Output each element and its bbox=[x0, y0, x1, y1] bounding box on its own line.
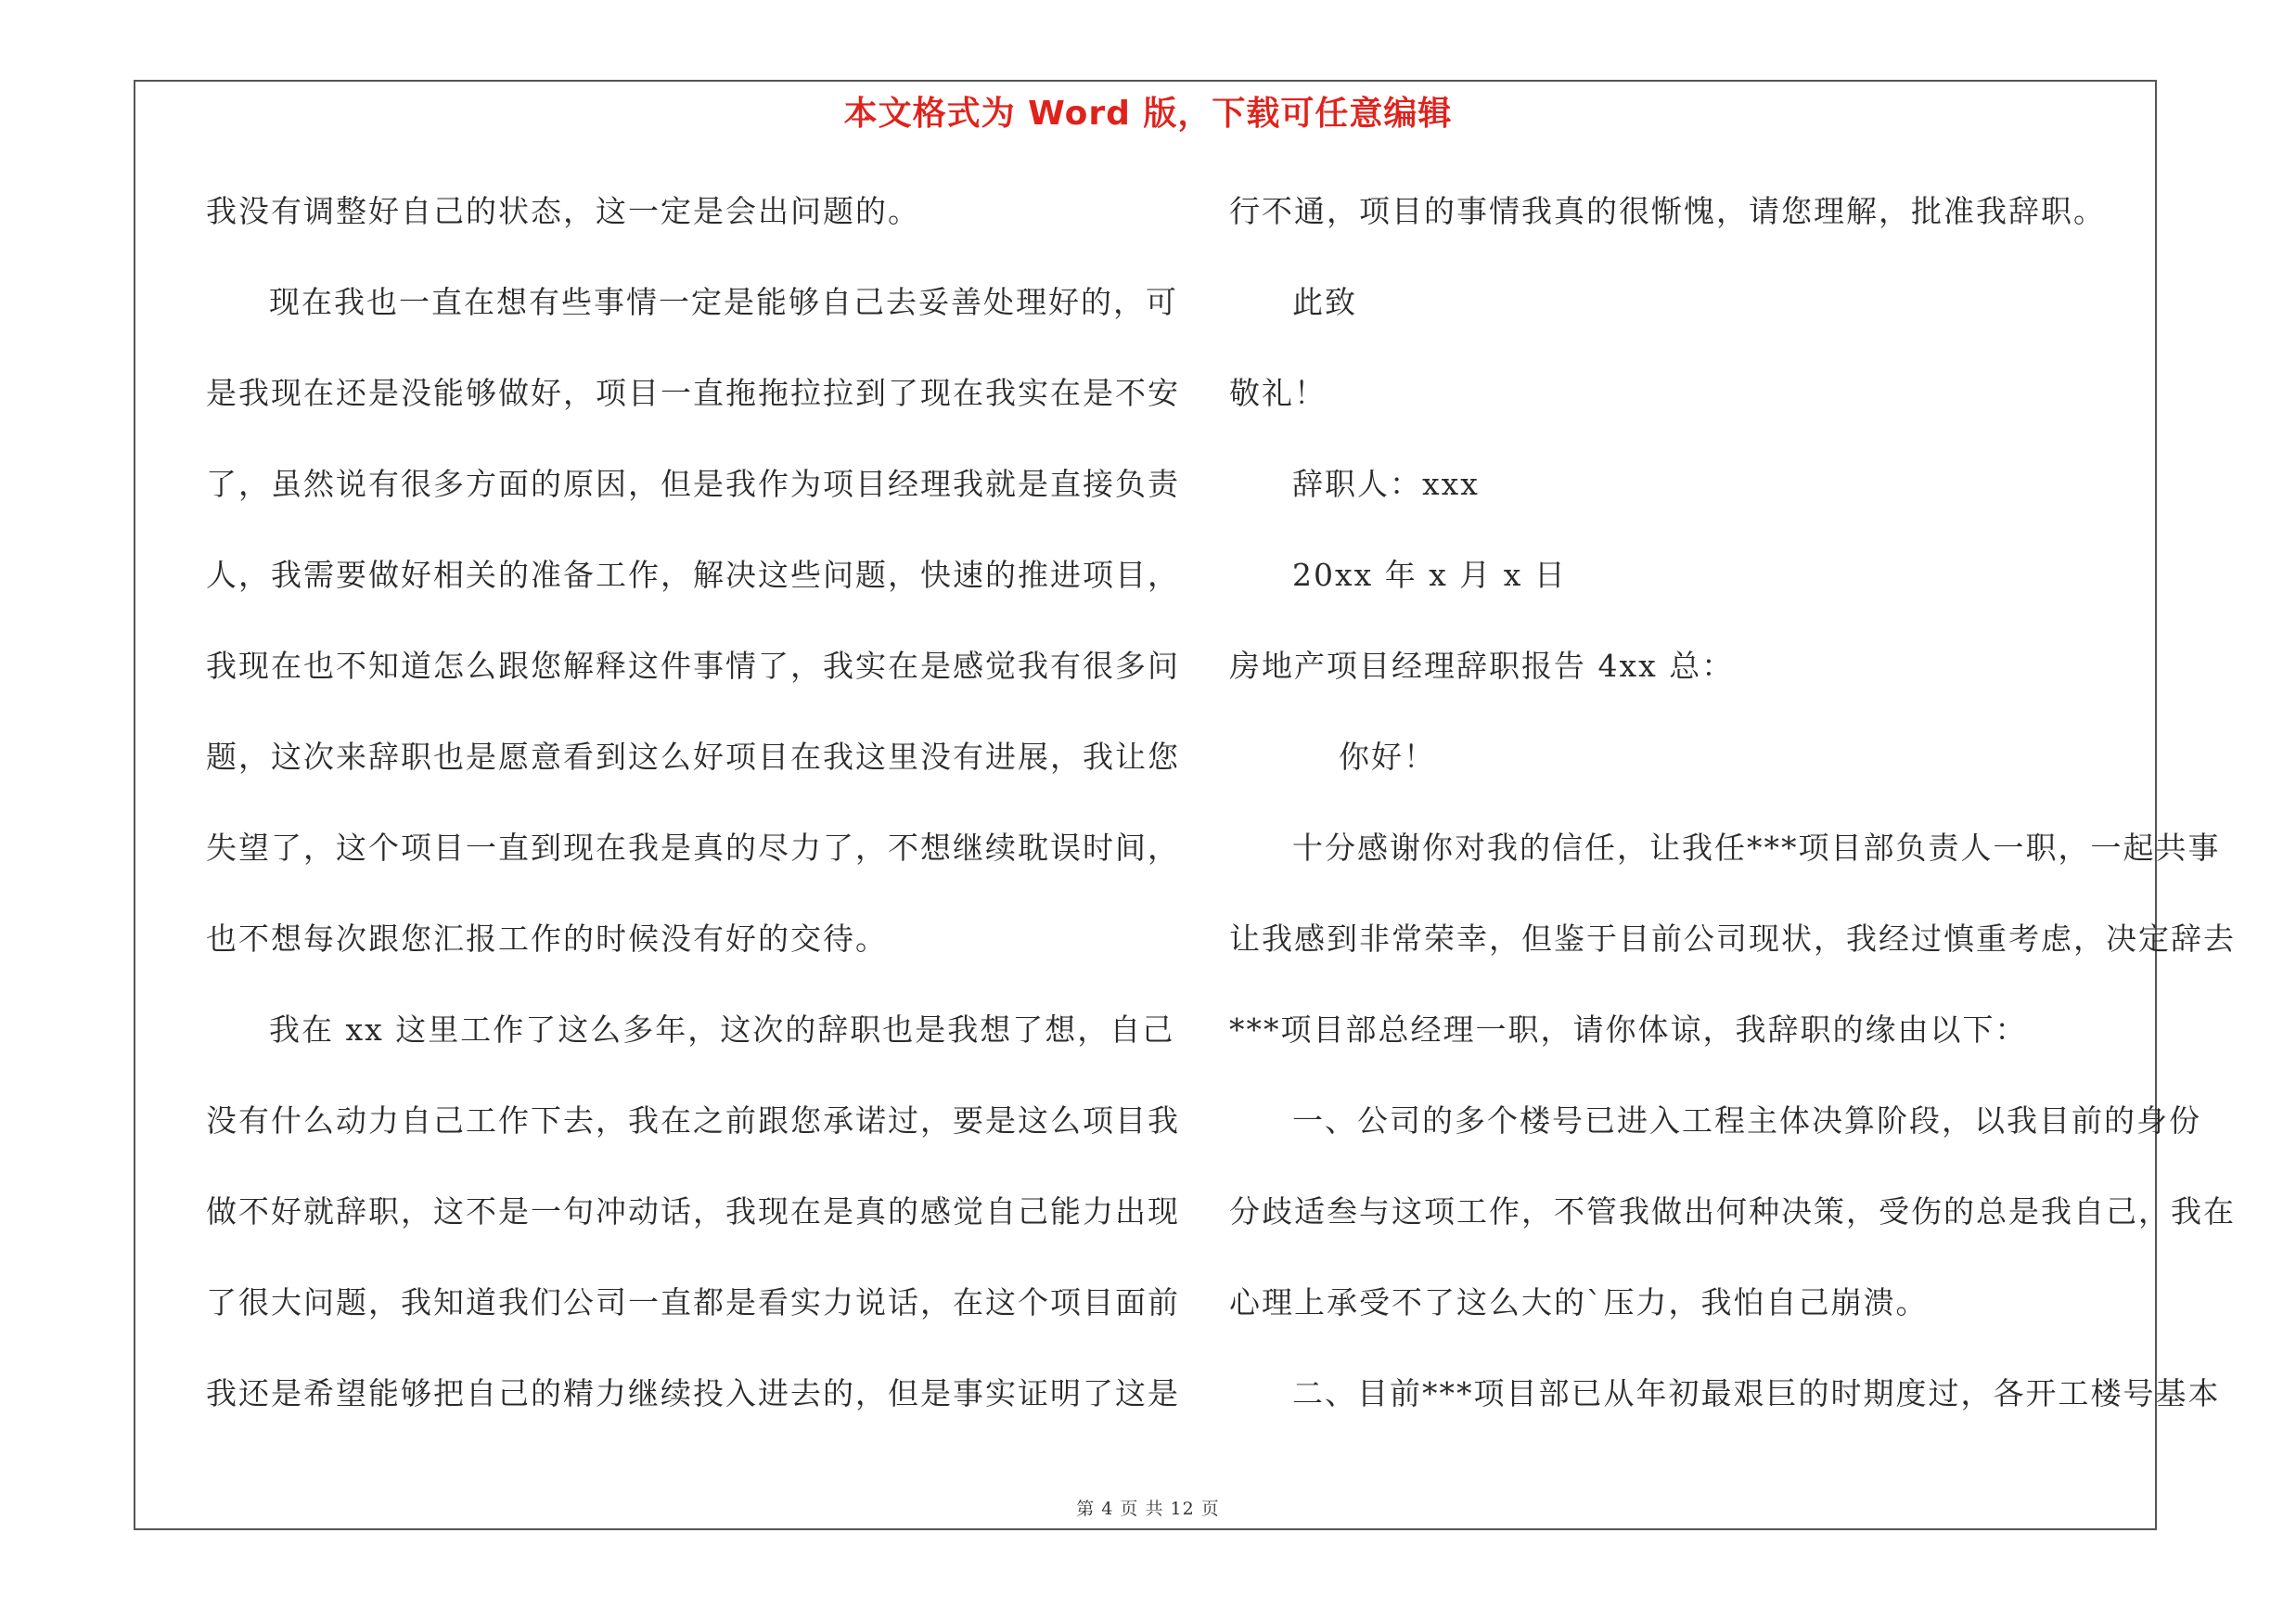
section-heading: 房地产项目经理辞职报告 4xx 总： bbox=[1229, 648, 1735, 684]
left-line: 我没有调整好自己的状态，这一定是会出问题的。 bbox=[206, 193, 920, 229]
right-line: ***项目部总经理一职，请你体谅，我辞职的缘由以下： bbox=[1229, 1011, 2028, 1048]
right-line: 分歧适叁与这项工作，不管我做出何种决策，受伤的总是我自己，我在 bbox=[1229, 1193, 2236, 1230]
left-line: 我在 xx 这里工作了这么多年，这次的辞职也是我想了想，自己 bbox=[269, 1011, 1175, 1048]
left-line: 失望了，这个项目一直到现在我是真的尽力了，不想继续耽误时间， bbox=[206, 830, 1180, 866]
page-number: 第 4 页 共 12 页 bbox=[1076, 1499, 1220, 1519]
left-line: 是我现在还是没能够做好，项目一直拖拖拉拉到了现在我实在是不安 bbox=[206, 375, 1180, 411]
left-line: 我现在也不知道怎么跟您解释这件事情了，我实在是感觉我有很多问 bbox=[206, 648, 1180, 684]
right-column bbox=[1229, 185, 2236, 1458]
left-line: 没有什么动力自己工作下去，我在之前跟您承诺过，要是这么项目我 bbox=[206, 1102, 1180, 1139]
left-line: 题，这次来辞职也是愿意看到这么好项目在我这里没有进展，我让您 bbox=[206, 739, 1180, 775]
left-line: 现在我也一直在想有些事情一定是能够自己去妥善处理好的，可 bbox=[269, 284, 1178, 320]
left-line: 了很大问题，我知道我们公司一直都是看实力说话，在这个项目面前 bbox=[206, 1284, 1180, 1320]
left-line: 人，我需要做好相关的准备工作，解决这些问题，快速的推进项目， bbox=[206, 557, 1180, 593]
format-banner: 本文格式为 Word 版，下载可任意编辑 bbox=[843, 95, 1453, 133]
right-line: 十分感谢你对我的信任，让我任***项目部负责人一职，一起共事 bbox=[1292, 830, 2221, 866]
left-line: 我还是希望能够把自己的精力继续投入进去的，但是事实证明了这是 bbox=[206, 1375, 1180, 1411]
right-line: 让我感到非常荣幸，但鉴于目前公司现状，我经过慎重考虑，决定辞去 bbox=[1229, 921, 2236, 957]
right-line: 心理上承受不了这么大的`压力，我怕自己崩溃。 bbox=[1229, 1284, 1929, 1320]
signature-line: 辞职人：xxx bbox=[1292, 466, 1480, 502]
right-line: 一、公司的多个楼号已进入工程主体决算阶段，以我目前的身份 bbox=[1292, 1102, 2201, 1139]
date-line: 20xx 年 x 月 x 日 bbox=[1292, 557, 1567, 593]
closing-salutation: 此致 bbox=[1292, 284, 1357, 320]
right-line: 二、目前***项目部已从年初最艰巨的时期度过，各开工楼号基本 bbox=[1292, 1375, 2221, 1411]
closing-regards: 敬礼！ bbox=[1229, 375, 1327, 411]
left-column bbox=[206, 185, 1180, 1458]
left-line: 做不好就辞职，这不是一句冲动话，我现在是真的感觉自己能力出现 bbox=[206, 1193, 1180, 1230]
greeting-line: 你好！ bbox=[1339, 739, 1436, 775]
left-line: 了，虽然说有很多方面的原因，但是我作为项目经理我就是直接负责 bbox=[206, 466, 1180, 502]
left-line: 也不想每次跟您汇报工作的时候没有好的交待。 bbox=[206, 921, 888, 957]
right-line: 行不通，项目的事情我真的很惭愧，请您理解，批准我辞职。 bbox=[1229, 193, 2106, 229]
